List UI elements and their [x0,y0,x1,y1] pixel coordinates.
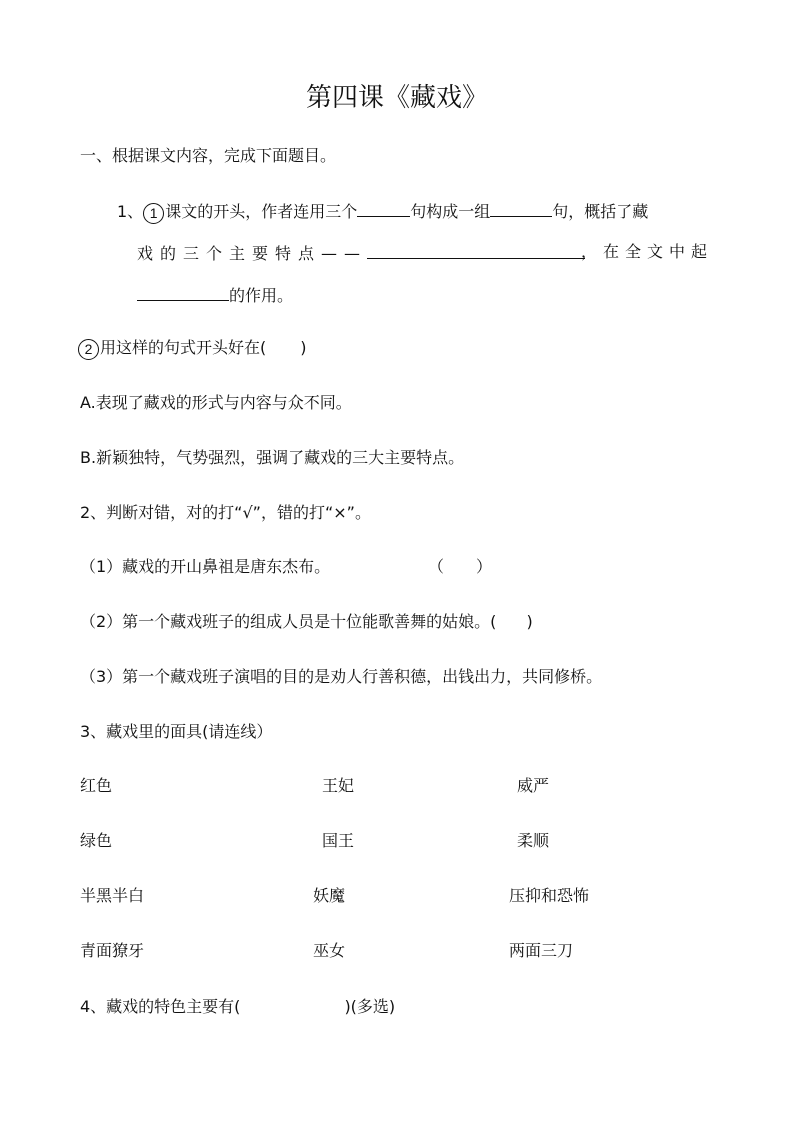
mask-color[interactable]: 绿色 [80,831,113,850]
q1-sub2: 2 用这样的句式开头好在( ) [78,336,307,360]
page-title: 第四课《藏戏》 [305,83,488,113]
q3-heading: 3、藏戏里的面具(请连线） [80,722,273,741]
circled-number-1: 1 [143,203,164,224]
answer-blank[interactable] [357,198,410,217]
mask-meaning[interactable]: 压抑和恐怖 [509,886,590,905]
answer-blank[interactable] [490,198,552,217]
option-b: B.新颖独特，气势强烈，强调了藏戏的三大主要特点。 [80,448,465,467]
q1-line3: 的作用。 [137,282,293,308]
q2-item-2: （2）第一个藏戏班子的组成人员是十位能歌善舞的姑娘。( ) [80,612,533,631]
mask-meaning[interactable]: 柔顺 [517,831,550,850]
mask-character[interactable]: 国王 [322,831,355,850]
mask-meaning[interactable]: 威严 [517,776,550,795]
mask-meaning[interactable]: 两面三刀 [509,941,574,960]
q1-number: 1、 [117,202,144,221]
mask-character[interactable]: 巫女 [313,941,346,960]
q2-item-1-paren[interactable]: （ ） [428,557,493,576]
q4-line: 4、藏戏的特色主要有( )(多选) [80,997,396,1016]
q2-item-1: （1）藏戏的开山鼻祖是唐东杰布。 [80,557,331,576]
circled-number-2: 2 [78,339,99,360]
mask-color[interactable]: 半黑半白 [80,886,145,905]
mask-color[interactable]: 红色 [80,776,113,795]
q2-item-3: （3）第一个藏戏班子演唱的目的是劝人行善积德，出钱出力，共同修桥。 [80,667,603,686]
section-heading: 一、根据课文内容，完成下面题目。 [80,146,337,165]
q2-heading: 2、判断对错，对的打“√”，错的打“×”。 [80,503,371,522]
mask-color[interactable]: 青面獠牙 [80,941,145,960]
option-a: A.表现了藏戏的形式与内容与众不同。 [80,393,352,412]
mask-character[interactable]: 妖魔 [313,886,346,905]
q1-line1: 1、 1 课文的开头，作者连用三个 句构成一组 句，概括了藏 [117,198,648,224]
q1-line2: 戏的三个主要特点—— ，在全文中起 [137,242,713,263]
answer-blank[interactable] [137,282,229,301]
answer-blank[interactable] [367,240,585,259]
mask-character[interactable]: 王妃 [322,776,355,795]
